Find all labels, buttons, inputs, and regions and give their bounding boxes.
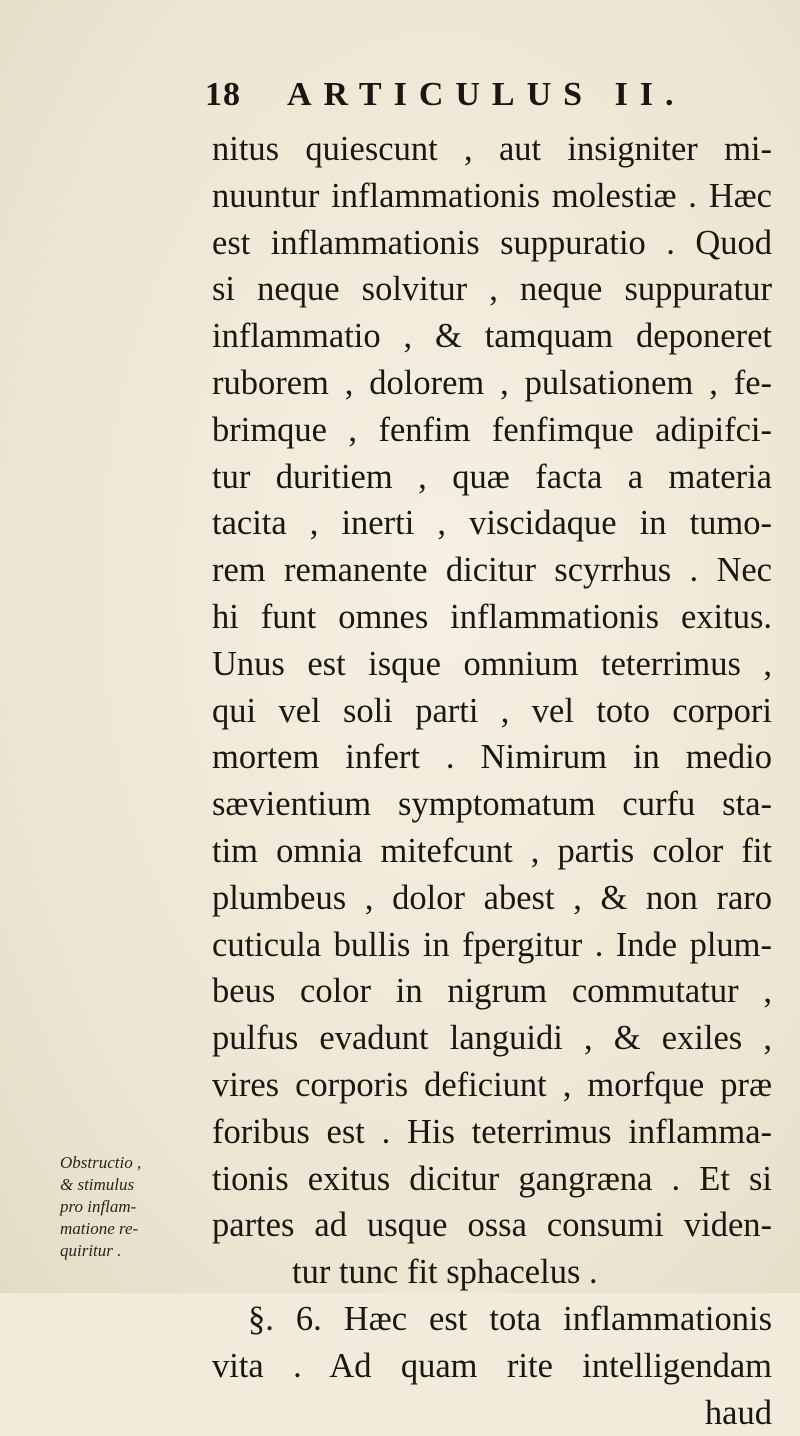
catchword: haud	[704, 1393, 772, 1432]
text-line: tionis exitus dicitur gangræna . Et si	[212, 1159, 772, 1198]
text-line: nuuntur inflammationis molestiæ . Hæc	[212, 176, 772, 215]
text-line: beus color in nigrum commutatur ,	[212, 972, 772, 1011]
margin-note-line: quiritur .	[60, 1241, 122, 1260]
text-line: vires corporis deficiunt , morfque præ	[212, 1065, 772, 1104]
margin-note-line: pro inflam-	[60, 1197, 137, 1216]
text-line: tur duritiem , quæ facta a materia	[212, 457, 772, 496]
text-line: tur tunc fit sphacelus .	[292, 1253, 598, 1292]
text-line: ruborem , dolorem , pulsationem , fe-	[212, 363, 772, 402]
text-line: mortem infert . Nimirum in medio	[212, 738, 772, 777]
text-line: hi funt omnes inflammationis exitus.	[212, 597, 772, 636]
margin-note-line: Obstructio ,	[60, 1153, 142, 1172]
text-line: inflammatio , & tamquam deponeret	[212, 317, 772, 356]
text-line: vita . Ad quam rite intelligendam	[212, 1346, 772, 1385]
margin-note	[60, 1152, 160, 1262]
page-header	[205, 76, 765, 126]
margin-note-line: matione re-	[60, 1219, 139, 1238]
body-text	[212, 126, 772, 1436]
text-line: cuticula bullis in fpergitur . Inde plum-	[212, 925, 772, 964]
text-line: sævientium symptomatum curfu sta-	[212, 785, 772, 824]
text-line: foribus est . His teterrimus inflamma-	[212, 1112, 772, 1151]
text-line: est inflammationis suppuratio . Quod	[212, 223, 772, 262]
text-line: pulfus evadunt languidi , & exiles ,	[212, 1019, 772, 1058]
text-line: nitus quiescunt , aut insigniter mi-	[212, 130, 772, 168]
text-line: plumbeus , dolor abest , & non raro	[212, 878, 772, 917]
text-line: brimque , fenfim fenfimque adipifci-	[212, 410, 772, 449]
page-number: 18	[205, 76, 241, 113]
text-line: §. 6. Hæc est tota inflammationis	[248, 1299, 772, 1338]
running-head: ARTICULUS II.	[287, 76, 686, 113]
text-line: tim omnia mitefcunt , partis color fit	[212, 831, 772, 870]
text-line: qui vel soli parti , vel toto corpori	[212, 691, 772, 730]
text-line: si neque solvitur , neque suppuratur	[212, 270, 772, 309]
text-line: tacita , inerti , viscidaque in tumo-	[212, 504, 772, 543]
text-line: rem remanente dicitur scyrrhus . Nec	[212, 551, 772, 590]
text-line: partes ad usque ossa consumi viden-	[212, 1206, 772, 1245]
margin-note-line: & stimulus	[60, 1175, 135, 1194]
text-line: Unus est isque omnium teterrimus ,	[212, 644, 772, 683]
